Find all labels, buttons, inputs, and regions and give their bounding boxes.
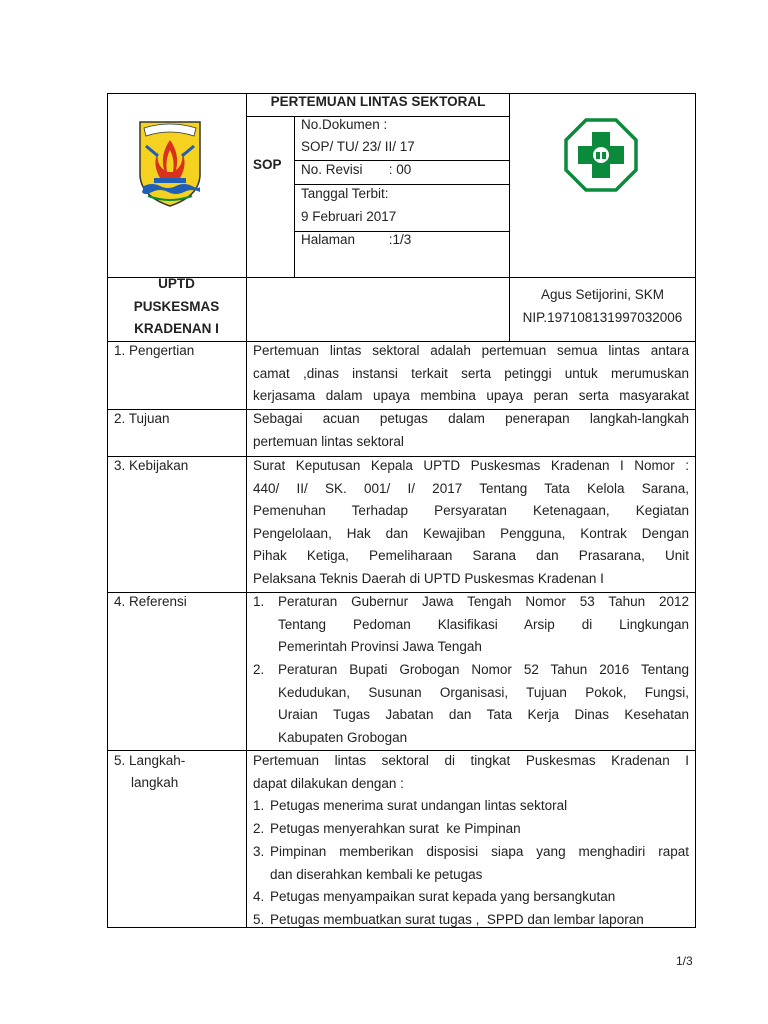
langkah-label-line-2: langkah: [131, 775, 179, 790]
langkah-step-number: 3.: [253, 844, 265, 859]
page-number: 1/3: [676, 954, 693, 968]
langkah-intro: [253, 750, 689, 795]
kebijakan-line: Pengelolaan, Hak dan Kewajiban Pengguna, Kontrak Dengan: [253, 525, 689, 541]
header-divider-left: [246, 93, 247, 928]
langkah-step-line: Pimpinan memberikan disposisi siapa yang menghadiri rapat: [270, 844, 689, 859]
table-border-left: [107, 93, 108, 928]
grobogan-regency-logo: [134, 116, 206, 208]
signer-name: Agus Setijorini, SKM: [540, 287, 665, 302]
org-line-2: PUSKESMAS: [133, 299, 220, 314]
tujuan-text: [253, 408, 689, 453]
referensi-line: Peraturan Gubernur Jawa Tengah Nomor 53 Tahun 2012: [278, 594, 689, 609]
kebijakan-line: Pemenuhan Terhadap Persyaratan Ketenagaan, Kegiatan: [253, 503, 689, 519]
referensi-label: 4. Referensi: [114, 594, 187, 609]
no-dokumen-value: SOP/ TU/ 23/ II/ 17: [301, 139, 415, 154]
referensi-item-2: [278, 659, 689, 749]
tujuan-line: Sebagai acuan petugas dalam penerapan langkah-langkah: [253, 411, 689, 426]
referensi-line: Tentang Pedoman Klasifikasi Arsip di Lingkungan: [278, 616, 689, 632]
table-border-right: [695, 93, 696, 928]
referensi-line: Peraturan Bupati Grobogan Nomor 52 Tahun 2016 Tentang: [278, 662, 689, 677]
langkah-step-text: Petugas membuatkan surat tugas , SPPD dan lembar laporan: [270, 912, 644, 927]
signer-nip: NIP.197108131997032006: [522, 310, 683, 325]
langkah-step-text: Petugas menerima surat undangan lintas sektoral: [270, 798, 568, 813]
tujuan-line: pertemuan lintas sektoral: [253, 433, 404, 449]
org-line-3: KRADENAN I: [134, 321, 219, 336]
pengertian-label: 1. Pengertian: [114, 343, 195, 358]
referensi-item-1: [278, 591, 689, 659]
langkah-step-text: Petugas menyerahkan surat ke Pimpinan: [270, 821, 521, 836]
referensi-item-number: 1.: [253, 594, 265, 609]
referensi-line: Uraian Tugas Jabatan dan Tata Kerja Dinas Kesehatan: [278, 707, 689, 723]
kebijakan-line: Surat Keputusan Kepala UPTD Puskesmas Kradenan I Nomor :: [253, 458, 689, 473]
langkah-step-number: 4.: [253, 889, 265, 904]
kebijakan-text: [253, 455, 689, 591]
referensi-item-number: 2.: [253, 662, 265, 677]
sop-label: SOP: [253, 157, 282, 172]
kebijakan-line: 440/ II/ SK. 001/ I/ 2017 Tentang Tata Kelola Sarana,: [253, 480, 689, 496]
sop-divider: [294, 116, 295, 277]
kebijakan-label: 3. Kebijakan: [114, 458, 189, 473]
halaman: Halaman :1/3: [301, 232, 412, 247]
langkah-step-3: [270, 841, 689, 886]
langkah-step-number: 1.: [253, 798, 265, 813]
kebijakan-line: Pihak Ketiga, Pemeliharaan Sarana dan Prasarana, Unit: [253, 548, 689, 564]
tanggal-terbit-label: Tanggal Terbit:: [301, 186, 389, 201]
langkah-step-number: 5.: [253, 912, 265, 927]
document-title: PERTEMUAN LINTAS SEKTORAL: [270, 94, 486, 109]
pengertian-line: kerjasama dalam upaya membina upaya peran serta masyarakat: [253, 388, 689, 404]
pengertian-line: camat ,dinas instansi terkait serta petinggi untuk merumuskan: [253, 365, 689, 381]
puskesmas-logo: [564, 118, 638, 192]
kebijakan-line: Pelaksana Teknis Daerah di UPTD Puskesmas Kradenan I: [253, 570, 604, 586]
langkah-intro-line: dapat dilakukan dengan :: [253, 775, 404, 791]
pengertian-text: [253, 340, 689, 408]
org-line-1: UPTD: [158, 276, 195, 291]
langkah-label-line-1: 5. Langkah-: [114, 753, 186, 768]
pengertian-line: Pertemuan lintas sektoral adalah pertemuan semua lintas antara: [253, 343, 689, 358]
langkah-intro-line: Pertemuan lintas sektoral di tingkat Puskesmas Kradenan I: [253, 753, 689, 768]
referensi-line: Kedudukan, Susunan Organisasi, Tujuan Pokok, Fungsi,: [278, 684, 689, 700]
referensi-line: Pemerintah Provinsi Jawa Tengah: [278, 639, 482, 655]
langkah-step-text: Petugas menyampaikan surat kepada yang bersangkutan: [270, 889, 616, 904]
referensi-line: Kabupaten Grobogan: [278, 729, 408, 745]
no-dokumen-label: No.Dokumen :: [301, 117, 388, 132]
langkah-step-number: 2.: [253, 821, 265, 836]
langkah-step-line: dan diserahkan kembali ke petugas: [270, 866, 483, 882]
tujuan-label: 2. Tujuan: [114, 411, 170, 426]
tanggal-terbit-value: 9 Februari 2017: [301, 209, 397, 224]
no-revisi: No. Revisi : 00: [301, 162, 412, 177]
